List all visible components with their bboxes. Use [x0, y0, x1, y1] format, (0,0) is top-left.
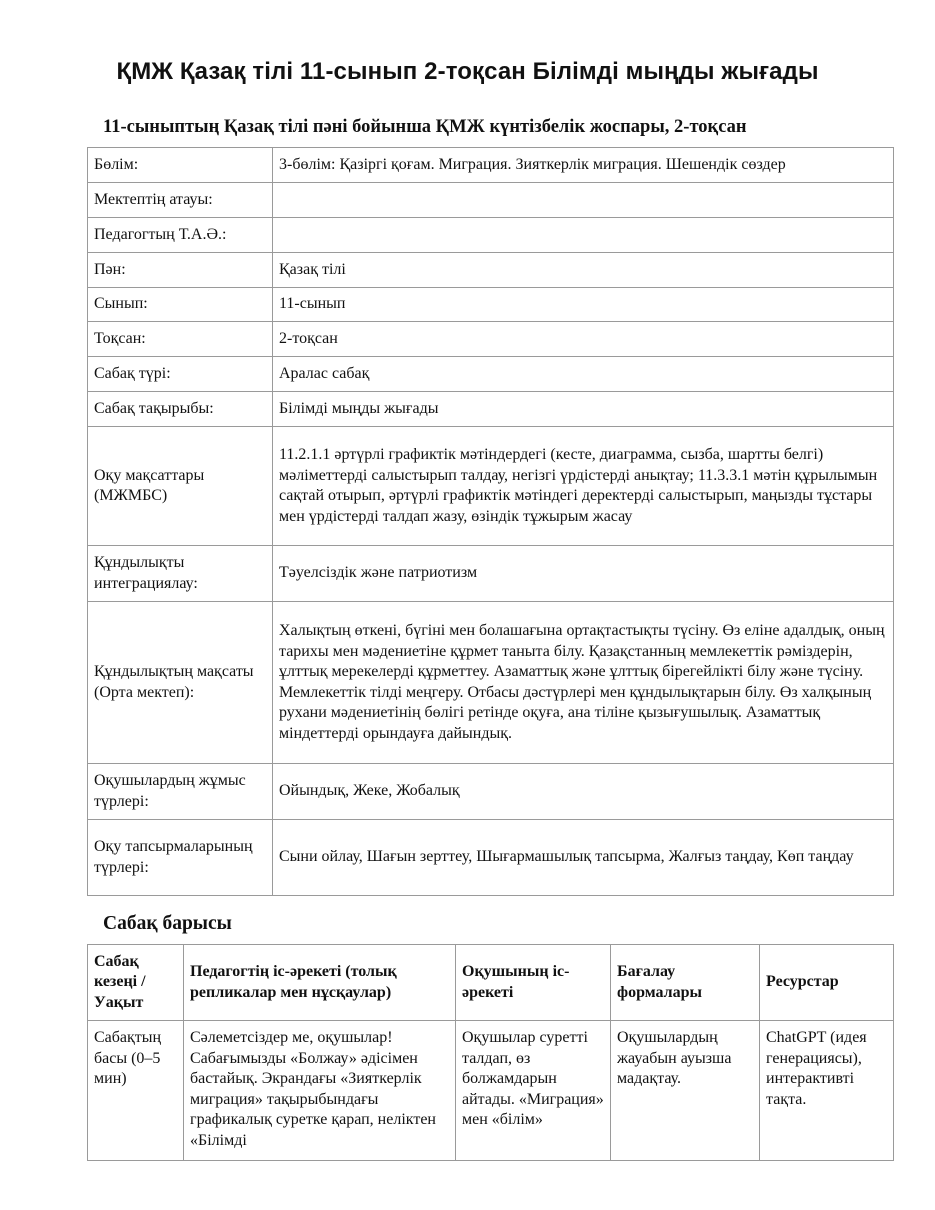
lesson-section-heading: Сабақ барысы	[103, 913, 232, 934]
student-text: Оқушылар суретті талдап, өз болжамдарын айтады. «Миграция» мен «білім»	[462, 1029, 604, 1128]
table-row	[88, 148, 894, 183]
info-label: Құндылықты интеграциялау:	[88, 546, 273, 602]
info-value: 3-бөлім: Қазіргі қоғам. Миграция. Зияткерлік миграция. Шешендік сөздер	[273, 148, 894, 183]
lesson-flow-table	[87, 944, 894, 1161]
lesson-info-table	[87, 147, 894, 896]
table-row	[88, 288, 894, 322]
document-subtitle: 11-сыныптың Қазақ тілі пәні бойынша ҚМЖ күнтізбелік жоспары, 2-тоқсан	[103, 117, 747, 137]
stage-text: Сабақтың басы (0–5 мин)	[94, 1029, 162, 1087]
info-value	[273, 218, 894, 253]
column-header-stage: Сабақ кезеңі / Уақыт	[88, 945, 184, 1021]
table-row	[88, 183, 894, 218]
column-header-assessment: Бағалау формалары	[611, 945, 760, 1021]
table-row	[88, 427, 894, 546]
info-value: Ойындық, Жеке, Жобалық	[273, 764, 894, 820]
info-label: Сабақ тақырыбы:	[88, 392, 273, 427]
info-label: Оқушылардың жұмыс түрлері:	[88, 764, 273, 820]
table-row	[88, 764, 894, 820]
table-row	[88, 253, 894, 288]
teacher-cell	[184, 1021, 456, 1161]
assessment-cell	[611, 1021, 760, 1161]
info-label: Сынып:	[88, 288, 273, 322]
info-label: Пән:	[88, 253, 273, 288]
stage-cell	[88, 1021, 184, 1161]
info-label: Мектептің атауы:	[88, 183, 273, 218]
table-row	[88, 546, 894, 602]
column-header-teacher: Педагогтің іс-әрекеті (толық репликалар мен нұсқаулар)	[184, 945, 456, 1021]
info-label: Сабақ түрі:	[88, 357, 273, 392]
table-row	[88, 357, 894, 392]
resources-cell	[760, 1021, 894, 1161]
info-value	[273, 183, 894, 218]
info-label: Оқу тапсырмаларының түрлері:	[88, 820, 273, 896]
info-label: Тоқсан:	[88, 322, 273, 357]
info-value: Халықтың өткені, бүгіні мен болашағына ортақтастықты түсіну. Өз еліне адалдық, оның тарихы мен мәдениетіне құрмет таныта білу. Қазақстанның мемлекеттік рәміздерін, ұлттық мерекелерді құрметтеу. Азаматтық және ұлттық бірегейлікті білу және түсіну. Мемлекеттік тілді меңгеру. Отбасы дәстүрлері мен құндылықтарын білу. Өз халқының рухани мәдениетінің бөлігі ретінде оқуға, ана тіліне қызығушылық. Азаматтық міндеттерді орындауға дайындық.	[273, 602, 894, 764]
info-label: Оқу мақсаттары (МЖМБС)	[88, 427, 273, 546]
table-row	[88, 1021, 894, 1161]
table-header-row	[88, 945, 894, 1021]
student-cell	[456, 1021, 611, 1161]
resources-text: ChatGPT (идея генерациясы), интерактивті тақта.	[766, 1029, 867, 1108]
assessment-text: Оқушылардың жауабын ауызша мадақтау.	[617, 1029, 732, 1087]
document-title: ҚМЖ Қазақ тілі 11-сынып 2-тоқсан Білімді мыңды жығады	[116, 58, 819, 85]
info-label: Бөлім:	[88, 148, 273, 183]
info-value: Сыни ойлау, Шағын зерттеу, Шығармашылық тапсырма, Жалғыз таңдау, Көп таңдау	[273, 820, 894, 896]
info-value: 11-сынып	[273, 288, 894, 322]
table-row	[88, 602, 894, 764]
table-row	[88, 392, 894, 427]
info-value: 2-тоқсан	[273, 322, 894, 357]
column-header-student: Оқушының іс-әрекеті	[456, 945, 611, 1021]
info-value: Қазақ тілі	[273, 253, 894, 288]
info-value: Тәуелсіздік және патриотизм	[273, 546, 894, 602]
table-row	[88, 322, 894, 357]
info-value: Білімді мыңды жығады	[273, 392, 894, 427]
table-row	[88, 820, 894, 896]
column-header-resources: Ресурстар	[760, 945, 894, 1021]
info-label: Педагогтың Т.А.Ә.:	[88, 218, 273, 253]
info-value: Аралас сабақ	[273, 357, 894, 392]
info-value: 11.2.1.1 әртүрлі графиктік мәтіндердегі (кесте, диаграмма, сызба, шартты белгі) мәліметтерді салыстырып талдау, негізгі үрдістерді анықтау; 11.3.3.1 мәтін құрылымын сақтай отырып, әртүрлі графиктік мәтіндегі деректерді салыстырып, маңызды тұстары мен үрдістерді талдап жазу, өзіндік тұжырым жасау	[273, 427, 894, 546]
table-row	[88, 218, 894, 253]
teacher-text: Сәлеметсіздер ме, оқушылар! Сабағымызды «Болжау» әдісімен бастайық. Экрандағы «Зияткерлік миграция» тақырыбындағы графикалық суретке қарап, неліктен «Білімді	[190, 1029, 436, 1149]
info-label: Құндылықтың мақсаты (Орта мектеп):	[88, 602, 273, 764]
